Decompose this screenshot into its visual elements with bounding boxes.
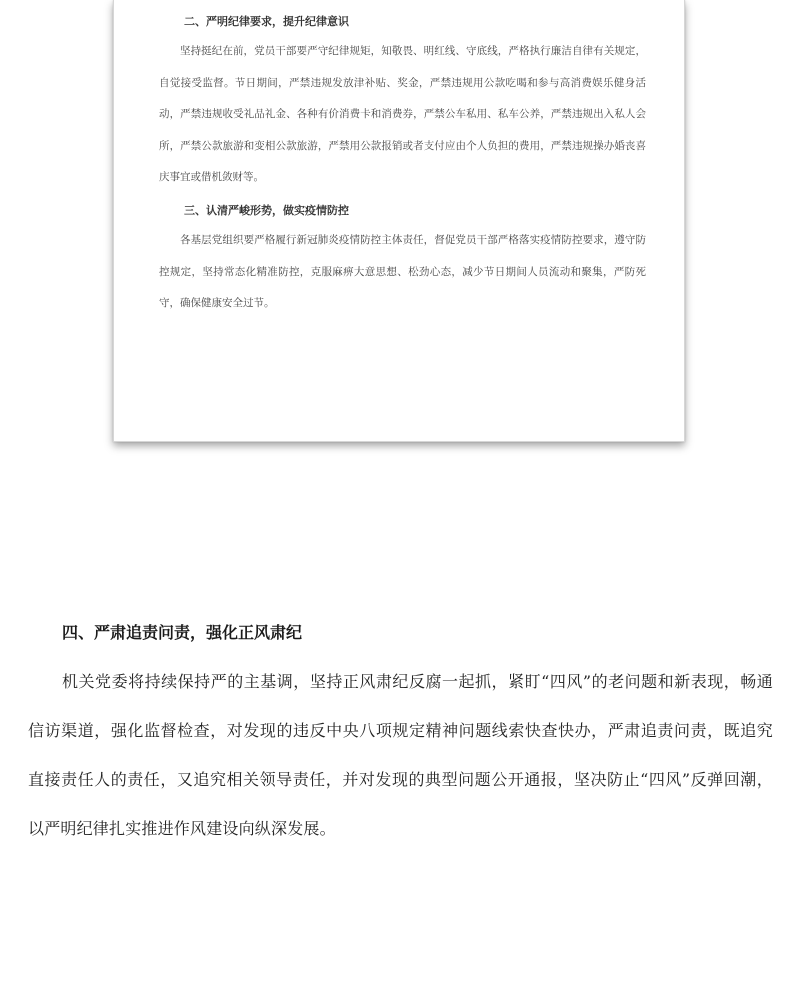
section-3-heading: 三、认清严峻形势，做实疫情防控 — [184, 204, 349, 217]
section-4-heading: 四、严肃追责问责，强化正风肃纪 — [62, 623, 303, 642]
document-page-preview — [113, 0, 685, 442]
section-4-paragraph: 机关党委将持续保持严的主基调，坚持正风肃纪反腐一起抓，紧盯“四风”的老问题和新表现，畅通信访渠道，强化监督检查，对发现的违反中央八项规定精神问题线索快查快办，严肃追责问责，既追究直接责任人的责任，又追究相关领导责任，并对发现的典型问题公开通报，坚决防止“四风”反弹回潮，以严明纪律扎实推进作风建设向纵深发展。 — [28, 672, 773, 838]
section-2-heading: 二、严明纪律要求，提升纪律意识 — [184, 15, 349, 28]
section-2-paragraph: 坚持挺纪在前，党员干部要严守纪律规矩，知敬畏、明红线、守底线，严格执行廉洁自律有关规定，自觉接受监督。节日期间，严禁违规发放津补贴、奖金，严禁违规用公款吃喝和参与高消费娱乐健身活动，严禁违规收受礼品礼金、各种有价消费卡和消费券，严禁公车私用、私车公养，严禁违规出入私人会所，严禁公款旅游和变相公款旅游，严禁用公款报销或者支付应由个人负担的费用，严禁违规操办婚丧喜庆事宜或借机敛财等。 — [159, 45, 646, 183]
section-3-paragraph: 各基层党组织要严格履行新冠肺炎疫情防控主体责任，督促党员干部严格落实疫情防控要求，遵守防控规定，坚持常态化精准防控，克服麻痹大意思想、松劲心态，减少节日期间人员流动和聚集，严防死守，确保健康安全过节。 — [159, 234, 646, 309]
